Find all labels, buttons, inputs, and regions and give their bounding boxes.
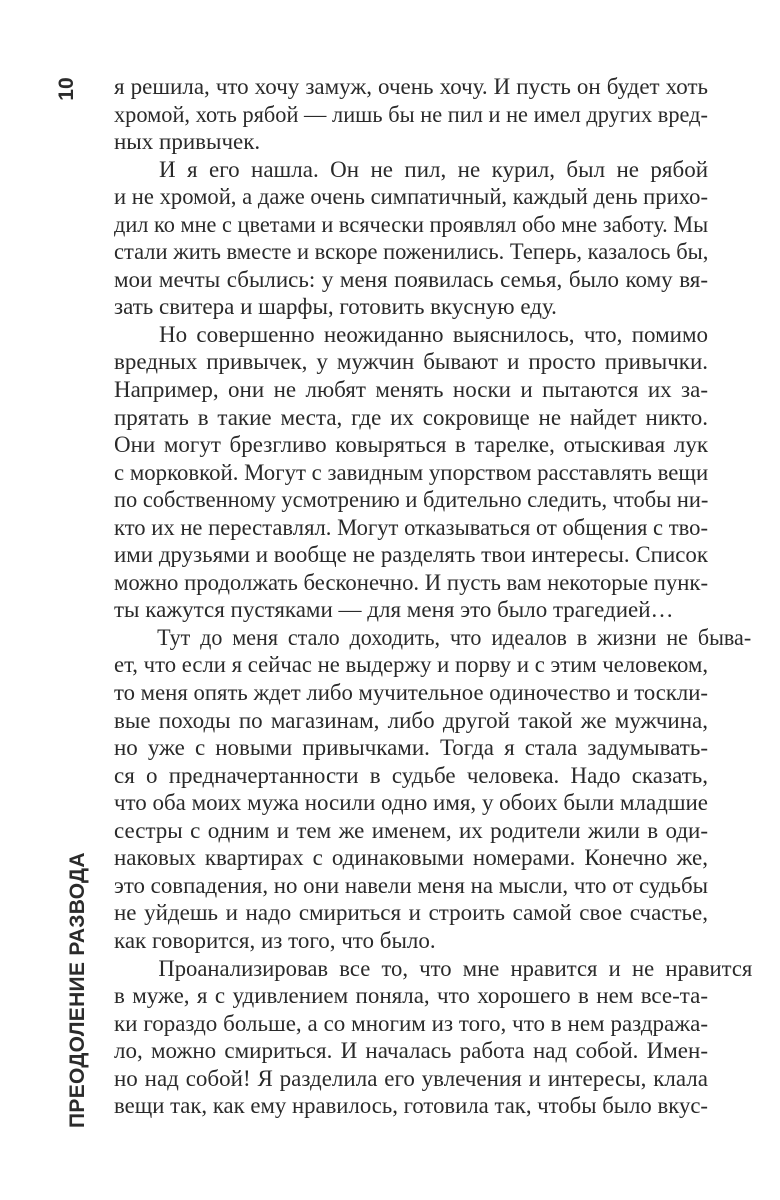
text-line: Они могут брезгливо ковыряться в тарелке, отыскивая лук [114,432,708,458]
text-line: с морковкой. Могут с завидным упорством расставлять вещи [114,459,709,485]
text-line: И я его нашла. Он не пил, не курил, был не рябой [159,156,708,182]
text-line: ло, можно смириться. И началась работа над собой. Имен- [114,1038,708,1064]
text-line: дил ко мне с цветами и всячески проявлял обо мне заботу. Мы [114,211,709,237]
text-line: это совпадения, но они навели меня на мысли, что от судьбы [114,872,709,898]
text-line: и не хромой, а даже очень симпатичный, каждый день прихо- [114,184,708,210]
text-line: но над собой! Я разделила его увлечения и интересы, клала [114,1065,708,1091]
running-title: ПРЕОДОЛЕНИЕ РАЗВОДА [66,852,89,1128]
text-line: Проанализировав все то, что мне нравится и не нравится [158,955,753,981]
text-line: но уже с новыми привычками. Тогда я стала задумывать- [114,735,708,761]
text-line: наковых квартирах с одинаковыми номерами. Конечно же, [114,845,708,871]
page-number: 10 [55,77,78,101]
text-line: по собственному усмотрению и бдительно следить, чтобы ни- [114,487,709,513]
text-line: зать свитера и шарфы, готовить вкусную еду. [114,294,557,320]
text-line: можно продолжать бесконечно. И пусть вам некоторые пунк- [114,569,709,595]
text-line: вредных привычек, у мужчин бывают и просто привычки. [114,349,708,375]
text-line: то меня опять ждет либо мучительное одиночество и тоскли- [114,680,708,706]
text-line: как говорится, из того, что было. [114,927,436,953]
text-line: в муже, я с удивлением поняла, что хорошего в нем все-та- [114,983,708,1009]
text-line: мои мечты сбылись: у меня появилась семья, было кому вя- [114,266,708,292]
text-line: не уйдешь и надо смириться и строить самой свое счастье, [114,900,708,926]
text-line: ты кажутся пустяками — для меня это было трагедией… [114,597,674,623]
text-line: хромой, хоть рябой — лишь бы не пил и не имел других вред- [114,101,708,127]
body-text [114,73,753,1120]
text-line: вые походы по магазинам, либо другой такой же мужчина, [114,707,708,733]
text-line: кто их не переставлял. Могут отказываться от общения с тво- [114,514,708,540]
text-line: Но совершенно неожиданно выяснилось, что, помимо [159,321,708,347]
text-line: ся о предначертанности в судьбе человека. Надо сказать, [114,762,708,788]
text-line: ных привычек. [114,129,261,155]
text-line: Например, они не любят менять носки и пытаются их за- [114,377,708,403]
text-line: ет, что если я сейчас не выдержу и порву и с этим человеком, [114,652,708,678]
text-line: прятать в такие места, где их сокровище не найдет никто. [114,404,708,430]
text-line: стали жить вместе и вскоре поженились. Теперь, казалось бы, [114,239,709,265]
text-line: ки гораздо больше, а со многим из того, что в нем раздража- [114,1010,708,1036]
text-line: вещи так, как ему нравилось, готовила так, чтобы было вкус- [114,1093,708,1119]
text-line: ими друзьями и вообще не разделять твои интересы. Список [114,542,708,568]
text-line: Тут до меня стало доходить, что идеалов в жизни не быва- [157,624,752,650]
text-line: что оба моих мужа носили одно имя, у обоих были младшие [114,790,708,816]
text-line: сестры с одним и тем же именем, их родители жили в оди- [114,817,708,843]
text-line: я решила, что хочу замуж, очень хочу. И пусть он будет хоть [114,74,708,99]
